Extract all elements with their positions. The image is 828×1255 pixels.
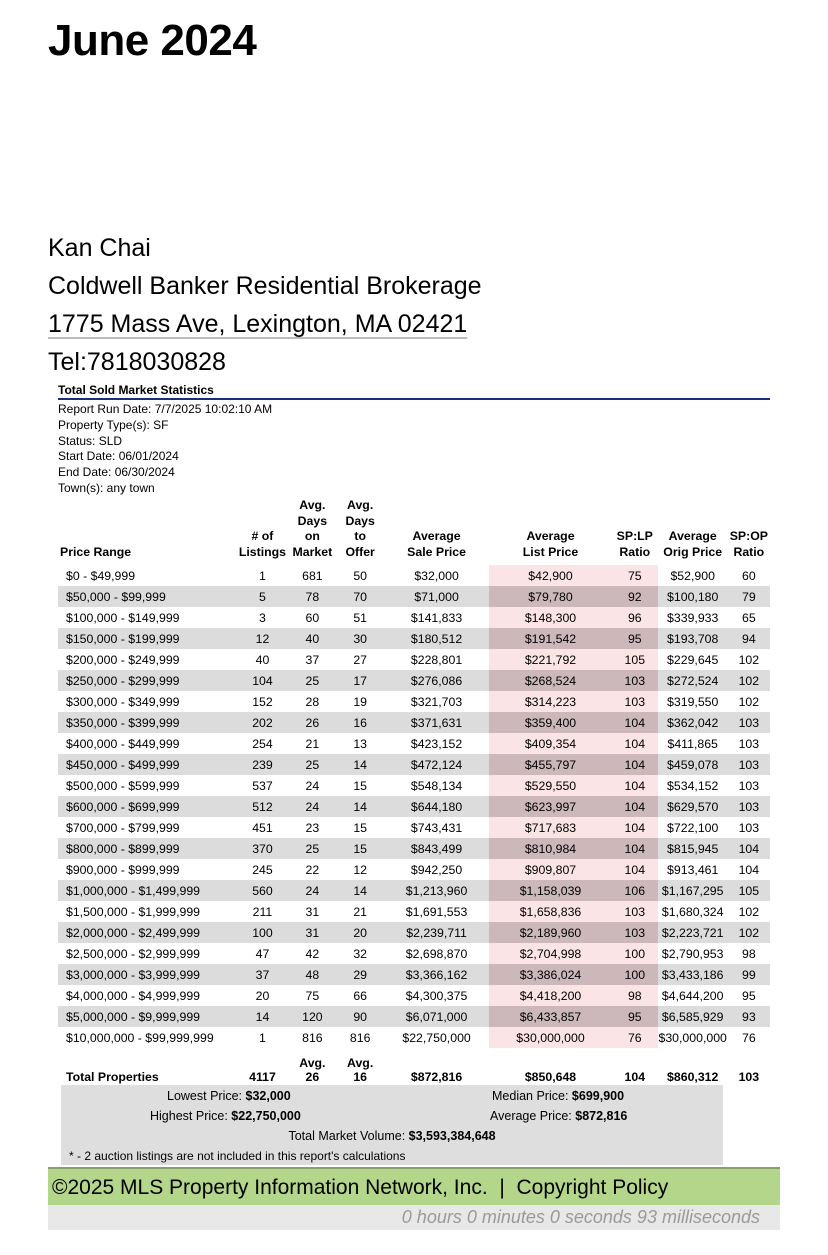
- footer-bar: [48, 1167, 780, 1205]
- cell-range: $5,000,000 - $9,999,999: [58, 1006, 236, 1027]
- cell-list: $79,780: [489, 586, 612, 607]
- cell-splp: 92: [612, 586, 658, 607]
- cell-dom: 681: [302, 568, 323, 583]
- cell-listings: 1: [259, 568, 266, 583]
- totals-listings: 4117: [249, 1070, 276, 1084]
- cell-splp: 106: [612, 880, 658, 901]
- agent-phone[interactable]: Tel:7818030828: [48, 348, 226, 376]
- cell-splp: 104: [612, 796, 658, 817]
- report-end-date: End Date: 06/30/2024: [58, 465, 175, 480]
- cell-listings: 202: [236, 712, 288, 733]
- median-price-value: $699,900: [571, 1089, 625, 1103]
- cell-orig: $6,585,929: [658, 1006, 728, 1027]
- cell-splp: 75: [612, 565, 658, 586]
- cell-dto: 70: [336, 586, 384, 607]
- table-row: [58, 964, 770, 985]
- cell-spop: 104: [738, 862, 760, 877]
- highest-price-label: Highest Price:: [150, 1109, 228, 1123]
- cell-dom: 31: [288, 922, 336, 943]
- cell-sale: $141,833: [410, 610, 463, 625]
- cell-spop: 103: [728, 796, 770, 817]
- cell-listings: 245: [252, 862, 273, 877]
- cell-range: $150,000 - $199,999: [58, 628, 236, 649]
- agent-company: Coldwell Banker Residential Brokerage: [48, 272, 482, 300]
- table-row: [58, 607, 770, 628]
- cell-list: $1,658,836: [489, 901, 612, 922]
- cell-dto: 15: [353, 778, 367, 793]
- cell-orig: $2,223,721: [658, 922, 728, 943]
- cell-dto: 13: [353, 736, 367, 751]
- cell-list: $268,524: [489, 670, 612, 691]
- report-status: Status: SLD: [58, 433, 123, 448]
- cell-list: $30,000,000: [489, 1027, 612, 1048]
- cell-listings: 37: [236, 964, 288, 985]
- cell-splp: 76: [612, 1027, 658, 1048]
- table-row: [58, 754, 770, 775]
- cell-list: $42,900: [489, 565, 612, 586]
- cell-orig: $362,042: [658, 712, 728, 733]
- cell-sale: $180,512: [384, 628, 489, 649]
- cell-spop: 95: [741, 988, 756, 1003]
- cell-list: $810,984: [489, 838, 612, 859]
- totals-dom-value: 26: [305, 1070, 320, 1084]
- highest-price-value: $22,750,000: [231, 1109, 301, 1123]
- totals-avg-dom: [288, 1048, 336, 1084]
- cell-splp: 103: [612, 691, 658, 712]
- cell-list: $191,542: [489, 628, 612, 649]
- cell-orig: $52,900: [670, 568, 715, 583]
- cell-dom: 22: [305, 862, 320, 877]
- cell-listings: 12: [236, 628, 288, 649]
- cell-splp: 95: [612, 1006, 658, 1027]
- cell-listings: 100: [236, 922, 288, 943]
- cell-list: $1,158,039: [489, 880, 612, 901]
- cell-splp: 96: [612, 607, 658, 628]
- table-row: [58, 775, 770, 796]
- cell-sale: $71,000: [384, 586, 489, 607]
- cell-list: $314,223: [489, 691, 612, 712]
- cell-dto: 14: [336, 796, 384, 817]
- summary-panel: [61, 1085, 723, 1165]
- cell-dto: 32: [353, 946, 367, 961]
- cell-list: $409,354: [489, 733, 612, 754]
- cell-list: $221,792: [489, 649, 612, 670]
- cell-list: $148,300: [489, 607, 612, 628]
- cell-sale: $228,801: [410, 652, 463, 667]
- col-header-days-on-market: Avg. Days on Market: [292, 498, 333, 559]
- cell-spop: 102: [738, 904, 760, 919]
- cell-listings: 560: [236, 880, 288, 901]
- cell-splp: 104: [612, 754, 658, 775]
- volume-value: $3,593,384,648: [408, 1129, 496, 1143]
- cell-spop: 99: [728, 964, 770, 985]
- table-row: [58, 922, 770, 943]
- cell-dto: 14: [336, 880, 384, 901]
- cell-list: $2,189,960: [489, 922, 612, 943]
- cell-dom: 120: [288, 1006, 336, 1027]
- cell-listings: 152: [252, 694, 273, 709]
- cell-dto: 19: [353, 694, 367, 709]
- cell-range: $500,000 - $599,999: [66, 778, 180, 793]
- cell-splp: 105: [612, 649, 658, 670]
- report-run-date: Report Run Date: 7/7/2025 10:02:10 AM: [58, 402, 273, 416]
- cell-listings: 3: [259, 610, 266, 625]
- table-row: [58, 817, 770, 838]
- cell-spop: 103: [738, 778, 760, 793]
- cell-range: $50,000 - $99,999: [58, 586, 236, 607]
- cell-range: $600,000 - $699,999: [58, 796, 236, 817]
- cell-orig: $193,708: [658, 628, 728, 649]
- table-row: [58, 649, 770, 670]
- cell-orig: $4,644,200: [661, 988, 724, 1003]
- cell-dom: 40: [288, 628, 336, 649]
- table-row: [58, 943, 770, 964]
- total-market-volume: [61, 1129, 723, 1143]
- table-row: [58, 586, 770, 607]
- cell-listings: 47: [255, 946, 270, 961]
- cell-dto: 30: [336, 628, 384, 649]
- table-row: [58, 985, 770, 1006]
- cell-list: $623,997: [489, 796, 612, 817]
- cell-listings: 40: [255, 652, 270, 667]
- cell-dom: 25: [288, 838, 336, 859]
- totals-label: Total Properties: [66, 1070, 159, 1084]
- cell-listings: 239: [236, 754, 288, 775]
- cell-range: $900,000 - $999,999: [66, 862, 180, 877]
- totals-sp-op: 103: [738, 1070, 760, 1084]
- cell-list: $4,418,200: [489, 985, 612, 1006]
- cell-dto: 12: [353, 862, 367, 877]
- table-row: [58, 1027, 770, 1048]
- cell-orig: $459,078: [658, 754, 728, 775]
- cell-listings: 370: [236, 838, 288, 859]
- col-header-avg-sale-price: Average Sale Price: [407, 529, 466, 559]
- totals-avg-label: Avg.: [299, 1056, 326, 1070]
- cell-spop: 102: [738, 652, 760, 667]
- table-row: [58, 691, 770, 712]
- cell-orig: $411,865: [667, 736, 718, 751]
- median-price-label: Median Price:: [492, 1089, 569, 1103]
- cell-splp: 104: [612, 859, 658, 880]
- cell-sale: $321,703: [410, 694, 463, 709]
- cell-dom: 816: [302, 1030, 323, 1045]
- cell-listings: 254: [252, 736, 273, 751]
- cell-list: $6,433,857: [489, 1006, 612, 1027]
- cell-spop: 103: [738, 820, 760, 835]
- copyright-text: ©2025 MLS Property Information Network, Inc.: [52, 1176, 488, 1199]
- totals-sp-lp: 104: [624, 1070, 646, 1084]
- cell-sale: $1,213,960: [384, 880, 489, 901]
- cell-range: $700,000 - $799,999: [66, 820, 180, 835]
- totals-list-price: $850,648: [524, 1070, 577, 1084]
- cell-range: $250,000 - $299,999: [58, 670, 236, 691]
- table-row: [58, 796, 770, 817]
- cell-dom: 25: [288, 670, 336, 691]
- table-row: [58, 1006, 770, 1027]
- table-row: [58, 859, 770, 880]
- cell-range: $450,000 - $499,999: [58, 754, 236, 775]
- cell-orig: $1,680,324: [661, 904, 724, 919]
- cell-splp: 103: [612, 901, 658, 922]
- cell-dom: 25: [288, 754, 336, 775]
- cell-dto: 15: [336, 838, 384, 859]
- totals-avg-dto: [336, 1048, 384, 1084]
- cell-range: $100,000 - $149,999: [66, 610, 180, 625]
- cell-splp: 103: [612, 670, 658, 691]
- cell-range: $2,000,000 - $2,499,999: [58, 922, 236, 943]
- table-row: [58, 712, 770, 733]
- cell-range: $1,500,000 - $1,999,999: [66, 904, 201, 919]
- cell-dto: 15: [353, 820, 367, 835]
- cell-orig: $100,180: [658, 586, 728, 607]
- cell-list: $2,704,998: [489, 943, 612, 964]
- cell-spop: 93: [728, 1006, 770, 1027]
- cell-sale: $371,631: [384, 712, 489, 733]
- cell-listings: 5: [236, 586, 288, 607]
- page-title: June 2024: [48, 16, 257, 65]
- cell-list: $359,400: [489, 712, 612, 733]
- col-header-avg-list-price: Average List Price: [522, 529, 579, 559]
- cell-listings: 20: [255, 988, 270, 1003]
- col-header-sp-op-ratio: SP:OP Ratio: [729, 529, 768, 559]
- cell-sale: $843,499: [384, 838, 489, 859]
- cell-splp: 95: [612, 628, 658, 649]
- cell-splp: 100: [612, 964, 658, 985]
- cell-dto: 27: [353, 652, 367, 667]
- cell-range: $400,000 - $449,999: [66, 736, 180, 751]
- table-row: [58, 628, 770, 649]
- copyright-policy-link[interactable]: Copyright Policy: [516, 1176, 669, 1199]
- cell-list: $717,683: [489, 817, 612, 838]
- lowest-price-label: Lowest Price:: [167, 1089, 243, 1103]
- cell-dom: 75: [305, 988, 320, 1003]
- cell-splp: 104: [612, 775, 658, 796]
- cell-range: $350,000 - $399,999: [58, 712, 236, 733]
- cell-dom: 21: [305, 736, 320, 751]
- cell-range: $10,000,000 - $99,999,999: [66, 1030, 214, 1045]
- col-header-sp-lp-ratio: SP:LP Ratio: [616, 529, 653, 559]
- render-timer: 0 hours 0 minutes 0 seconds 93 milliseconds: [48, 1205, 780, 1230]
- highest-price: [150, 1109, 301, 1123]
- cell-dto: 21: [353, 904, 367, 919]
- cell-sale: $6,071,000: [384, 1006, 489, 1027]
- report-meta: [58, 402, 770, 497]
- cell-spop: 102: [738, 694, 760, 709]
- col-header-avg-orig-price: Average Orig Price: [663, 529, 723, 559]
- footer-separator: |: [499, 1176, 505, 1199]
- table-row: [58, 670, 770, 691]
- cell-dto: 29: [336, 964, 384, 985]
- cell-orig: $339,933: [667, 610, 719, 625]
- table-row: [58, 880, 770, 901]
- cell-orig: $272,524: [658, 670, 728, 691]
- cell-orig: $534,152: [667, 778, 719, 793]
- cell-sale: $4,300,375: [405, 988, 468, 1003]
- cell-sale: $743,431: [410, 820, 463, 835]
- cell-spop: 103: [728, 712, 770, 733]
- cell-orig: $3,433,186: [658, 964, 728, 985]
- cell-range: $300,000 - $349,999: [66, 694, 180, 709]
- cell-sale: $276,086: [384, 670, 489, 691]
- cell-listings: 1: [259, 1030, 266, 1045]
- cell-spop: 98: [741, 946, 756, 961]
- cell-list: $455,797: [489, 754, 612, 775]
- cell-dto: 51: [353, 610, 367, 625]
- agent-address-link[interactable]: 1775 Mass Ave, Lexington, MA 02421: [48, 310, 468, 338]
- cell-orig: $722,100: [667, 820, 719, 835]
- cell-listings: 512: [236, 796, 288, 817]
- cell-orig: $2,790,953: [661, 946, 724, 961]
- cell-spop: 76: [741, 1030, 756, 1045]
- cell-splp: 104: [612, 733, 658, 754]
- cell-sale: $472,124: [384, 754, 489, 775]
- cell-orig: $629,570: [658, 796, 728, 817]
- cell-list: $3,386,024: [489, 964, 612, 985]
- cell-dto: 14: [336, 754, 384, 775]
- cell-dom: 28: [305, 694, 320, 709]
- cell-dto: 66: [353, 988, 367, 1003]
- totals-row: [58, 1048, 770, 1084]
- report-header: [58, 383, 770, 497]
- table-header-row: [58, 498, 770, 565]
- table-row: [58, 901, 770, 922]
- cell-range: $800,000 - $899,999: [58, 838, 236, 859]
- cell-splp: 98: [612, 985, 658, 1006]
- cell-range: $0 - $49,999: [66, 568, 136, 583]
- cell-range: $200,000 - $249,999: [66, 652, 180, 667]
- cell-dom: 24: [288, 796, 336, 817]
- cell-sale: $644,180: [384, 796, 489, 817]
- auction-note: * - 2 auction listings are not included in this report's calculations: [69, 1149, 406, 1163]
- median-price: [492, 1089, 624, 1103]
- col-header-days-to-offer: Avg. Days to Offer: [345, 498, 375, 559]
- cell-splp: 104: [612, 838, 658, 859]
- cell-splp: 104: [612, 817, 658, 838]
- cell-dom: 23: [305, 820, 320, 835]
- cell-spop: 60: [741, 568, 756, 583]
- cell-sale: $22,750,000: [402, 1030, 471, 1045]
- cell-dom: 60: [305, 610, 320, 625]
- cell-listings: 451: [252, 820, 273, 835]
- cell-dto: 17: [336, 670, 384, 691]
- cell-dto: 16: [336, 712, 384, 733]
- cell-range: $3,000,000 - $3,999,999: [58, 964, 236, 985]
- cell-listings: 14: [236, 1006, 288, 1027]
- cell-dto: 90: [336, 1006, 384, 1027]
- agent-name: Kan Chai: [48, 234, 151, 262]
- cell-dom: 42: [305, 946, 320, 961]
- cell-sale: $942,250: [410, 862, 463, 877]
- cell-dom: 31: [305, 904, 320, 919]
- cell-sale: $423,152: [410, 736, 463, 751]
- cell-spop: 105: [728, 880, 770, 901]
- cell-spop: 79: [728, 586, 770, 607]
- cell-spop: 65: [741, 610, 756, 625]
- cell-spop: 94: [728, 628, 770, 649]
- cell-spop: 102: [728, 670, 770, 691]
- cell-dom: 78: [288, 586, 336, 607]
- cell-sale: $3,366,162: [384, 964, 489, 985]
- cell-orig: $319,550: [667, 694, 719, 709]
- cell-dom: 48: [288, 964, 336, 985]
- cell-sale: $548,134: [410, 778, 463, 793]
- cell-range: $2,500,000 - $2,999,999: [66, 946, 201, 961]
- table-row: [58, 838, 770, 859]
- cell-splp: 104: [612, 712, 658, 733]
- cell-orig: $229,645: [667, 652, 719, 667]
- table-row: [58, 733, 770, 754]
- cell-dom: 24: [305, 778, 320, 793]
- totals-orig-price: $860,312: [667, 1070, 719, 1084]
- table-row: [58, 565, 770, 586]
- cell-spop: 104: [728, 838, 770, 859]
- cell-range: $4,000,000 - $4,999,999: [66, 988, 201, 1003]
- lowest-price: [167, 1089, 291, 1103]
- cell-listings: 104: [236, 670, 288, 691]
- cell-spop: 103: [728, 754, 770, 775]
- cell-sale: $2,698,870: [405, 946, 468, 961]
- market-statistics-table: [58, 498, 770, 1084]
- cell-orig: $1,167,295: [658, 880, 728, 901]
- cell-listings: 537: [252, 778, 273, 793]
- cell-dto: 20: [336, 922, 384, 943]
- cell-splp: 103: [612, 922, 658, 943]
- cell-listings: 211: [252, 904, 273, 919]
- average-price-label: Average Price:: [490, 1109, 572, 1123]
- report-towns: Town(s): any town: [58, 480, 155, 495]
- report-start-date: Start Date: 06/01/2024: [58, 449, 179, 464]
- cell-list: $529,550: [489, 775, 612, 796]
- totals-avg-label: Avg.: [347, 1056, 374, 1070]
- cell-sale: $2,239,711: [384, 922, 489, 943]
- report-title: Total Sold Market Statistics: [58, 383, 770, 400]
- lowest-price-value: $32,000: [245, 1089, 291, 1103]
- cell-range: $1,000,000 - $1,499,999: [58, 880, 236, 901]
- totals-sale-price: $872,816: [410, 1070, 463, 1084]
- cell-dom: 26: [288, 712, 336, 733]
- totals-dto-value: 16: [353, 1070, 367, 1084]
- col-header-price-range: Price Range: [60, 544, 132, 559]
- cell-spop: 102: [728, 922, 770, 943]
- cell-dto: 816: [349, 1030, 371, 1045]
- cell-orig: $913,461: [667, 862, 719, 877]
- cell-orig: $30,000,000: [658, 1030, 727, 1045]
- cell-sale: $32,000: [414, 568, 459, 583]
- report-property-types: Property Type(s): SF: [58, 417, 169, 432]
- average-price: [490, 1109, 627, 1123]
- cell-splp: 100: [612, 943, 658, 964]
- cell-list: $909,807: [489, 859, 612, 880]
- cell-spop: 103: [738, 736, 760, 751]
- volume-label: Total Market Volume:: [288, 1129, 406, 1143]
- average-price-value: $872,816: [575, 1109, 628, 1123]
- cell-orig: $815,945: [658, 838, 728, 859]
- cell-sale: $1,691,553: [405, 904, 468, 919]
- col-header-listings: # of Listings: [238, 529, 287, 559]
- cell-dto: 50: [353, 568, 367, 583]
- cell-dom: 24: [288, 880, 336, 901]
- cell-dom: 37: [305, 652, 320, 667]
